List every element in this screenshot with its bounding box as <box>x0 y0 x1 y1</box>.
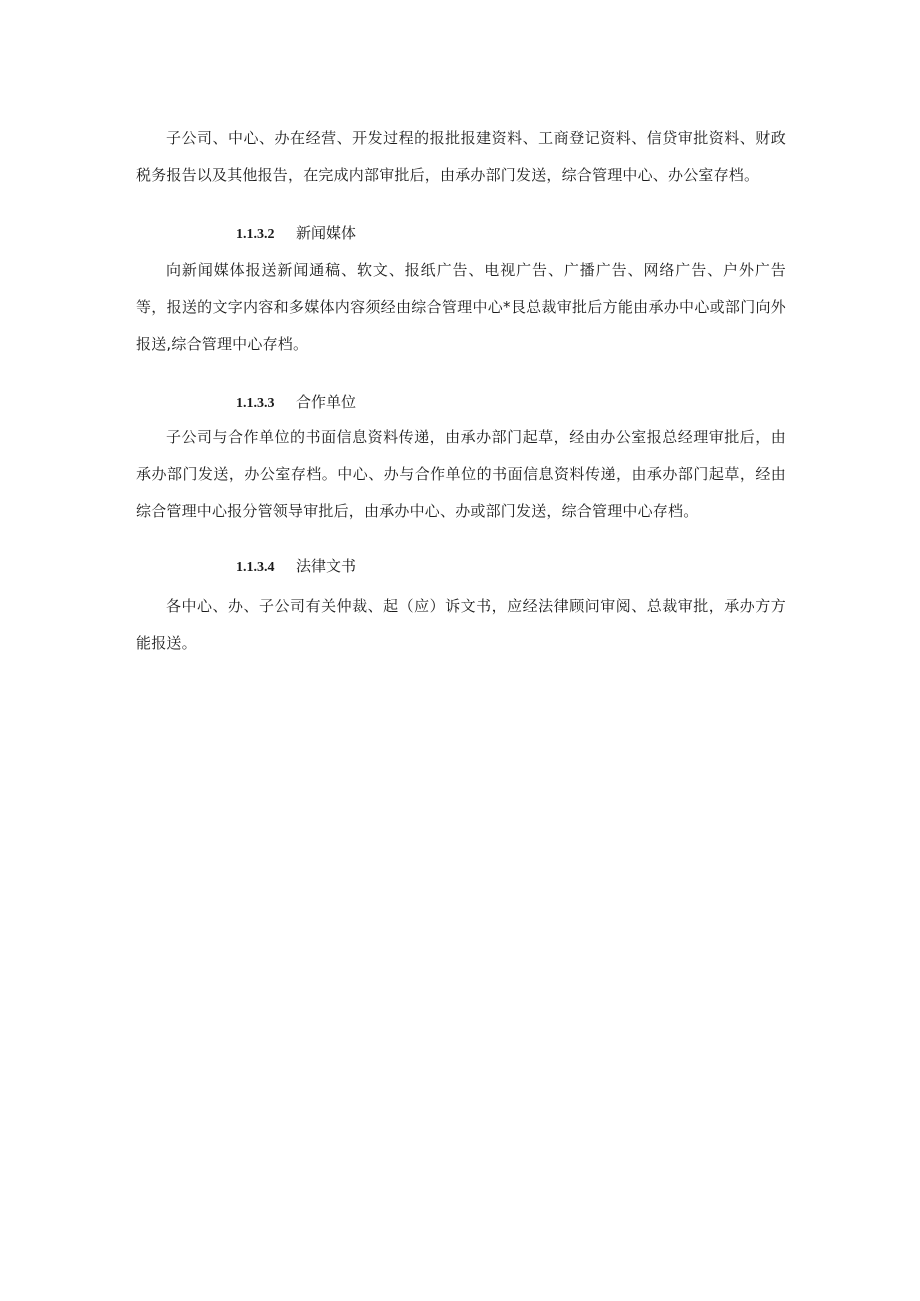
section-heading-news-media <box>236 223 356 243</box>
section-heading-legal-documents <box>236 556 356 576</box>
section-title: 法律文书 <box>296 557 357 575</box>
section-heading-partners <box>236 392 356 412</box>
legal-documents-paragraph: 各中心、办、子公司有关仲裁、起（应）诉文书，应经法律顾问审阅、总裁审批，承办方方能报送。 <box>136 597 786 652</box>
intro-paragraph: 子公司、中心、办在经营、开发过程的报批报建资料、工商登记资料、信贷审批资料、财政税务报告以及其他报告，在完成内部审批后，由承办部门发送，综合管理中心、办公室存档。 <box>136 129 786 184</box>
news-media-paragraph: 向新闻媒体报送新闻通稿、软文、报纸广告、电视广告、广播广告、网络广告、户外广告等，报送的文字内容和多媒体内容须经由综合管理中心*艮总裁审批后方能由承办中心或部门向外报送,综合管理中心存档。 <box>136 261 786 353</box>
section-title: 合作单位 <box>296 393 357 411</box>
section-number: 1.1.3.3 <box>236 396 275 411</box>
section-number: 1.1.3.4 <box>236 560 275 575</box>
partners-paragraph: 子公司与合作单位的书面信息资料传递，由承办部门起草，经由办公室报总经理审批后，由承办部门发送，办公室存档。中心、办与合作单位的书面信息资料传递，由承办部门起草，经由综合管理中心报分管领导审批后，由承办中心、办或部门发送，综合管理中心存档。 <box>136 428 786 520</box>
section-number: 1.1.3.2 <box>236 227 275 242</box>
section-title: 新闻媒体 <box>296 224 357 242</box>
